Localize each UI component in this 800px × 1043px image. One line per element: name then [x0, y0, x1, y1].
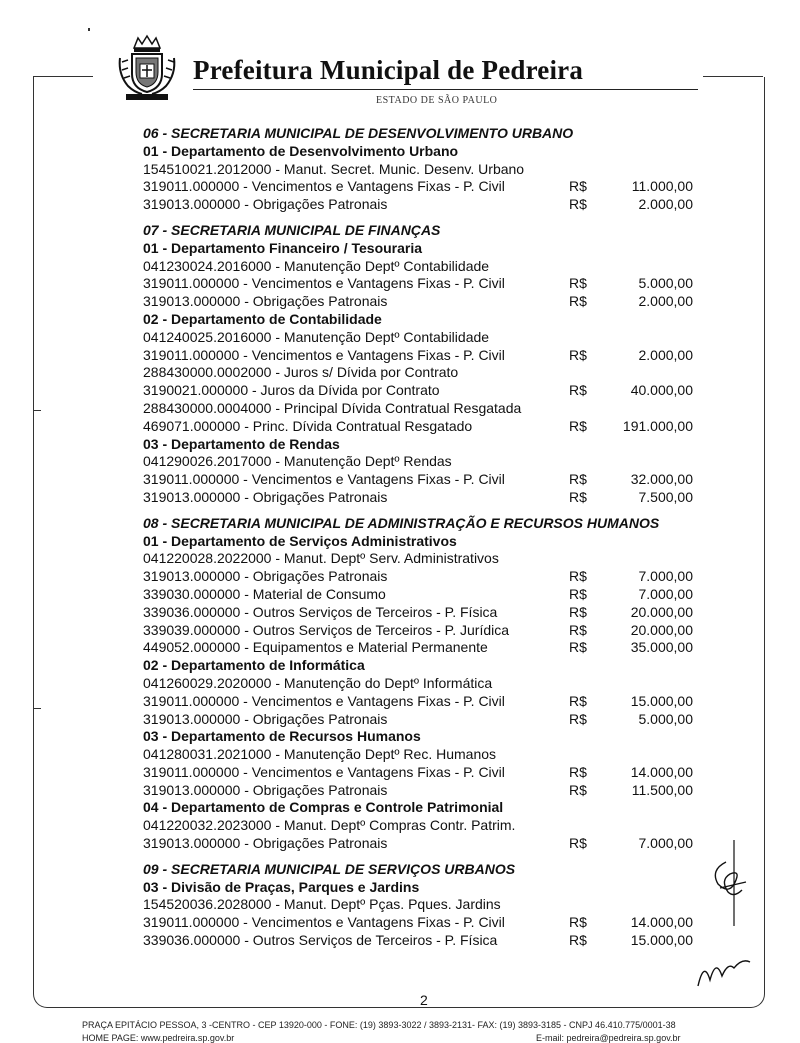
line-description: 288430000.0004000 - Principal Dívida Contratual Resgatada: [143, 399, 522, 416]
currency-symbol: R$: [569, 639, 587, 656]
line-description: 319011.000000 - Vencimentos e Vantagens Fixas - P. Civil: [143, 471, 505, 488]
currency-symbol: R$: [569, 196, 587, 213]
line-description: 319011.000000 - Vencimentos e Vantagens Fixas - P. Civil: [143, 178, 505, 195]
footer-email: E-mail: pedreira@pedreira.sp.gov.br: [536, 1033, 681, 1043]
program-line: [143, 550, 703, 568]
line-description: 041240025.2016000 - Manutenção Deptº Contabilidade: [143, 328, 490, 345]
section-gap: [143, 507, 703, 515]
line-description: 319013.000000 - Obrigações Patronais: [143, 568, 388, 585]
line-description: 319011.000000 - Vencimentos e Vantagens Fixas - P. Civil: [143, 346, 505, 363]
program-line: [143, 896, 703, 914]
currency-symbol: R$: [569, 603, 587, 620]
line-description: 339039.000000 - Outros Serviços de Terceiros - P. Jurídica: [143, 621, 510, 638]
budget-line: [143, 835, 703, 853]
line-amount: 40.000,00: [630, 382, 693, 399]
line-description: 041220028.2022000 - Manut. Deptº Serv. Administrativos: [143, 550, 499, 567]
header-title: Prefeitura Municipal de Pedreira: [193, 55, 584, 85]
section-gap: [143, 853, 703, 861]
currency-symbol: R$: [569, 346, 587, 363]
line-amount: 14.000,00: [630, 914, 693, 931]
department-title: 02 - Departamento de Informática: [143, 657, 365, 674]
line-amount: 20.000,00: [630, 603, 693, 620]
budget-line: [143, 622, 703, 640]
line-description: 339030.000000 - Material de Consumo: [143, 585, 386, 602]
line-description: 041280031.2021000 - Manutenção Deptº Rec. Humanos: [143, 746, 497, 763]
signature-icon: [690, 840, 760, 990]
line-description: 319013.000000 - Obrigações Patronais: [143, 488, 388, 505]
line-amount: 11.500,00: [631, 781, 693, 798]
line-description: 154510021.2012000 - Manut. Secret. Munic. Desenv. Urbano: [143, 160, 525, 177]
budget-line: [143, 568, 703, 586]
line-description: 319011.000000 - Vencimentos e Vantagens Fixas - P. Civil: [143, 692, 505, 709]
line-description: 469071.000000 - Princ. Dívida Contratual Resgatado: [143, 417, 473, 434]
currency-symbol: R$: [569, 914, 587, 931]
currency-symbol: R$: [569, 710, 587, 727]
budget-line: [143, 489, 703, 507]
line-description: 3190021.000000 - Juros da Dívida por Contrato: [143, 382, 440, 399]
header-subtitle: ESTADO DE SÃO PAULO: [376, 95, 498, 106]
coat-of-arms-icon: [116, 34, 178, 102]
line-description: 339036.000000 - Outros Serviços de Terceiros - P. Física: [143, 603, 498, 620]
department-title: 02 - Departamento de Contabilidade: [143, 310, 382, 327]
budget-line: [143, 782, 703, 800]
section-gap: [143, 214, 703, 222]
program-line: [143, 258, 703, 276]
currency-symbol: R$: [569, 417, 587, 434]
line-description: 319013.000000 - Obrigações Patronais: [143, 781, 388, 798]
currency-symbol: R$: [569, 275, 587, 292]
budget-line: [143, 693, 703, 711]
line-description: 041290026.2017000 - Manutenção Deptº Rendas: [143, 453, 452, 470]
department-title: 01 - Departamento de Serviços Administrativos: [143, 532, 457, 549]
budget-line: [143, 196, 703, 214]
currency-symbol: R$: [569, 178, 587, 195]
department-title: 01 - Departamento de Desenvolvimento Urbano: [143, 142, 459, 159]
budget-line: [143, 604, 703, 622]
budget-line: [143, 471, 703, 489]
line-amount: 191.000,00: [622, 417, 693, 434]
line-amount: 2.000,00: [638, 346, 693, 363]
header-rule: [193, 89, 698, 90]
line-amount: 5.000,00: [638, 710, 693, 727]
currency-symbol: R$: [569, 471, 587, 488]
line-amount: 7.000,00: [638, 568, 693, 585]
department-title: 03 - Departamento de Recursos Humanos: [143, 728, 421, 745]
currency-symbol: R$: [569, 932, 587, 949]
line-description: 041260029.2020000 - Manutenção do Deptº Informática: [143, 674, 493, 691]
line-amount: 7.000,00: [638, 585, 693, 602]
line-amount: 14.000,00: [630, 763, 693, 780]
budget-content: [143, 125, 703, 950]
footer-address: PRAÇA EPITÁCIO PESSOA, 3 -CENTRO - CEP 13920-000 - FONE: (19) 3893-3022 / 3893-2131- FAX: (19) 3893-3185 - CNPJ 46.410.775/0001-38: [82, 1020, 676, 1030]
line-description: 319013.000000 - Obrigações Patronais: [143, 835, 388, 852]
line-amount: 15.000,00: [630, 692, 693, 709]
department-title: 04 - Departamento de Compras e Controle Patrimonial: [143, 799, 504, 816]
line-amount: 2.000,00: [638, 293, 693, 310]
line-description: 319013.000000 - Obrigações Patronais: [143, 710, 388, 727]
program-line: [143, 364, 703, 382]
footer-homepage: HOME PAGE: www.pedreira.sp.gov.br: [82, 1033, 235, 1043]
line-description: 449052.000000 - Equipamentos e Material Permanente: [143, 639, 488, 656]
line-description: 319013.000000 - Obrigações Patronais: [143, 293, 388, 310]
secretaria-title: 07 - SECRETARIA MUNICIPAL DE FINANÇAS: [143, 221, 441, 238]
budget-line: [143, 293, 703, 311]
line-description: 288430000.0002000 - Juros s/ Dívida por Contrato: [143, 364, 459, 381]
program-line: [143, 329, 703, 347]
program-line: [143, 400, 703, 418]
currency-symbol: R$: [569, 488, 587, 505]
department-title: 01 - Departamento Financeiro / Tesouraria: [143, 239, 423, 256]
currency-symbol: R$: [569, 585, 587, 602]
line-description: 319011.000000 - Vencimentos e Vantagens Fixas - P. Civil: [143, 275, 505, 292]
budget-line: [143, 178, 703, 196]
budget-line: [143, 932, 703, 950]
program-line: [143, 453, 703, 471]
line-description: 041220032.2023000 - Manut. Deptº Compras Contr. Patrim.: [143, 817, 516, 834]
budget-line: [143, 275, 703, 293]
program-line: [143, 675, 703, 693]
currency-symbol: R$: [569, 763, 587, 780]
secretaria-title: 08 - SECRETARIA MUNICIPAL DE ADMINISTRAÇÃO E RECURSOS HUMANOS: [143, 514, 660, 531]
program-line: [143, 817, 703, 835]
currency-symbol: R$: [569, 621, 587, 638]
line-description: 154520036.2028000 - Manut. Deptº Pças. Pques. Jardins: [143, 896, 501, 913]
program-line: [143, 161, 703, 179]
line-amount: 5.000,00: [638, 275, 693, 292]
currency-symbol: R$: [569, 835, 587, 852]
line-amount: 20.000,00: [630, 621, 693, 638]
line-description: 319011.000000 - Vencimentos e Vantagens Fixas - P. Civil: [143, 914, 505, 931]
currency-symbol: R$: [569, 781, 587, 798]
line-description: 339036.000000 - Outros Serviços de Terceiros - P. Física: [143, 932, 498, 949]
budget-line: [143, 382, 703, 400]
line-amount: 2.000,00: [638, 196, 693, 213]
line-description: 319013.000000 - Obrigações Patronais: [143, 196, 388, 213]
currency-symbol: R$: [569, 692, 587, 709]
budget-line: [143, 914, 703, 932]
currency-symbol: R$: [569, 293, 587, 310]
budget-line: [143, 418, 703, 436]
budget-line: [143, 347, 703, 365]
line-amount: 7.000,00: [638, 835, 693, 852]
line-amount: 15.000,00: [630, 932, 693, 949]
program-line: [143, 746, 703, 764]
budget-line: [143, 586, 703, 604]
line-description: 319011.000000 - Vencimentos e Vantagens Fixas - P. Civil: [143, 763, 505, 780]
currency-symbol: R$: [569, 382, 587, 399]
secretaria-title: 09 - SECRETARIA MUNICIPAL DE SERVIÇOS URBANOS: [143, 860, 516, 877]
line-amount: 7.500,00: [638, 488, 693, 505]
scan-mark: [88, 28, 90, 31]
page-number: 2: [420, 992, 428, 1008]
department-title: 03 - Divisão de Praças, Parques e Jardins: [143, 878, 420, 895]
line-amount: 35.000,00: [630, 639, 693, 656]
currency-symbol: R$: [569, 568, 587, 585]
budget-line: [143, 764, 703, 782]
line-amount: 11.000,00: [631, 178, 693, 195]
budget-line: [143, 711, 703, 729]
line-description: 041230024.2016000 - Manutenção Deptº Contabilidade: [143, 257, 490, 274]
secretaria-title: 06 - SECRETARIA MUNICIPAL DE DESENVOLVIMENTO URBANO: [143, 125, 574, 141]
budget-line: [143, 639, 703, 657]
line-amount: 32.000,00: [630, 471, 693, 488]
department-title: 03 - Departamento de Rendas: [143, 435, 340, 452]
